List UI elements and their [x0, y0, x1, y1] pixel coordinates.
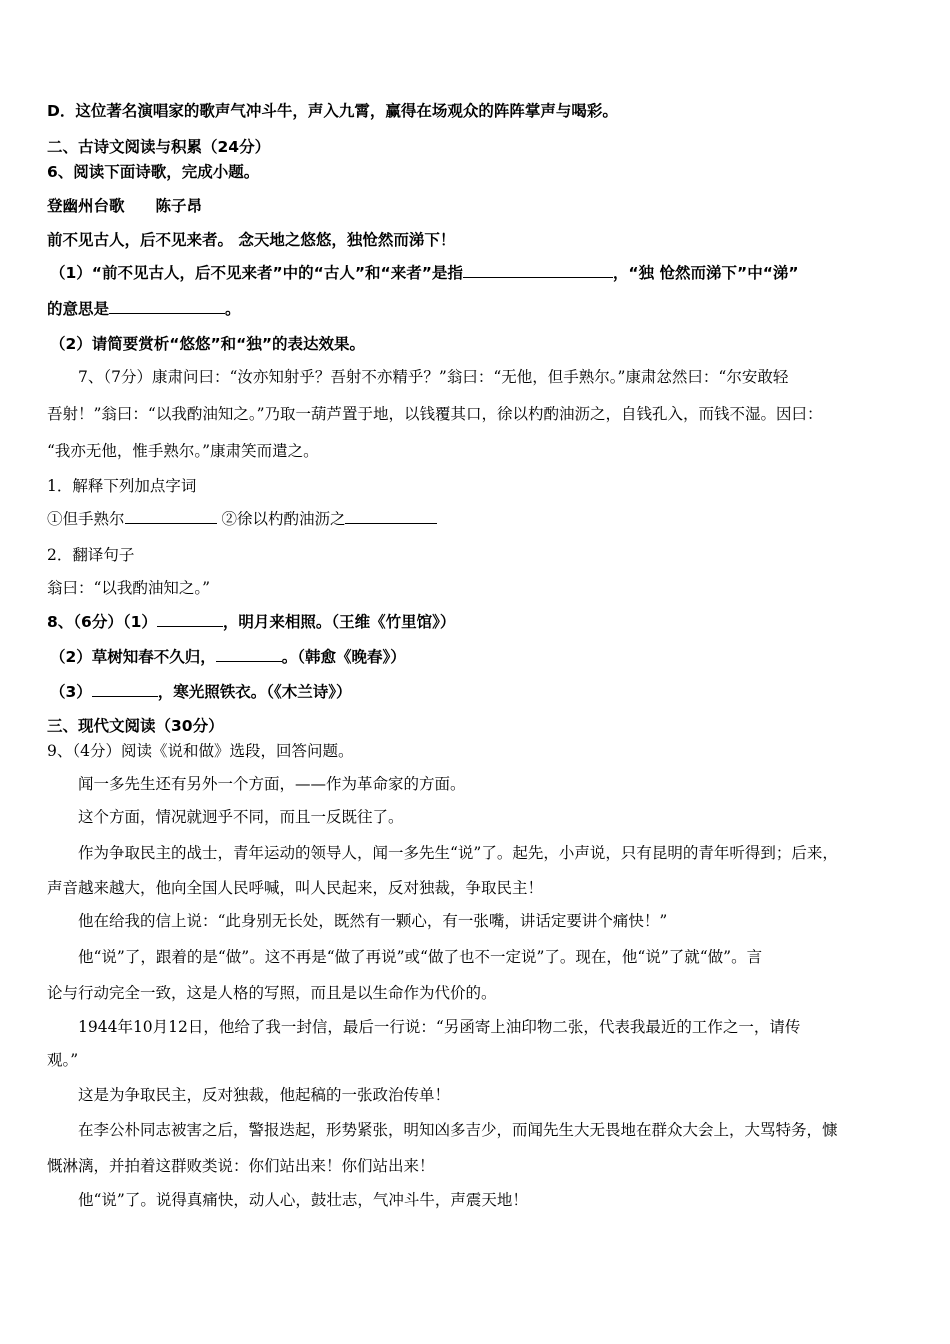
passage-9-para-1: 闻一多先生还有另外一个方面，——作为革命家的方面。 — [78, 775, 466, 793]
question-6-1-line-1 — [50, 262, 799, 284]
item-1-text: ①但手熟尔 — [47, 510, 125, 528]
sub-question-1: 1．解释下列加点字词 — [47, 477, 197, 495]
q6-1-text-d: 。 — [225, 300, 241, 318]
answer-blank-7[interactable] — [92, 682, 158, 697]
question-8-3 — [50, 681, 352, 703]
q8-3-prefix: （3） — [50, 683, 92, 701]
question-8-2 — [50, 646, 406, 668]
answer-blank-6[interactable] — [216, 647, 282, 662]
q6-1-text-a: （1）“前不见古人，后不见来者”中的“古人”和“来者”是指 — [50, 264, 463, 282]
q8-1-suffix: ，明月来相照。（王维《竹里馆》） — [222, 613, 456, 631]
question-6-1-line-2 — [47, 298, 241, 320]
passage-9-para-5-line-2: 论与行动完全一致，这是人格的写照，而且是以生命作为代价的。 — [47, 984, 497, 1002]
answer-blank-3[interactable] — [125, 509, 217, 524]
section-two-heading: 二、古诗文阅读与积累（24分） — [47, 138, 271, 156]
poem-body: 前不见古人，后不见来者。 念天地之悠悠，独怆然而涕下！ — [47, 230, 456, 249]
passage-7-line-3: “我亦无他，惟手熟尔。”康肃笑而遣之。 — [47, 442, 319, 460]
question-8-1 — [47, 611, 455, 633]
question-9-prompt: 9、（4分）阅读《说和做》选段，回答问题。 — [47, 742, 354, 760]
question-6-prompt: 6、阅读下面诗歌，完成小题。 — [47, 163, 260, 181]
section-three-heading: 三、现代文阅读（30分） — [47, 717, 224, 735]
passage-9-para-2: 这个方面，情况就迥乎不同，而且一反既往了。 — [78, 808, 404, 826]
poem-title: 登幽州台歌 陈子昂 — [47, 196, 203, 215]
passage-9-para-6-line-1: 1944年10月12日，他给了我一封信，最后一行说：“另函寄上油印物二张，代表我最近的工作之一，请传 — [78, 1018, 801, 1036]
answer-blank-4[interactable] — [345, 509, 437, 524]
sentence-to-translate: 翁曰：“以我酌油知之。” — [47, 579, 211, 597]
q6-1-text-c: 的意思是 — [47, 300, 110, 318]
answer-blank-2[interactable] — [109, 299, 225, 314]
item-2-text: ②徐以杓酌油沥之 — [216, 510, 346, 528]
question-6-2: （2）请简要赏析“悠悠”和“独”的表达效果。 — [50, 335, 366, 353]
passage-9-para-6-line-2: 观。” — [47, 1051, 79, 1069]
passage-9-para-8-line-1: 在李公朴同志被害之后，警报迭起，形势紧张，明知凶多吉少，而闻先生大无畏地在群众大会上，大骂特务，慷 — [78, 1121, 838, 1139]
passage-9-para-3-line-1: 作为争取民主的战士，青年运动的领导人，闻一多先生“说”了。起先，小声说，只有昆明的青年听得到；后来， — [78, 844, 838, 862]
q8-2-prefix: （2）草树知春不久归， — [50, 648, 216, 666]
passage-9-para-4: 他在给我的信上说：“此身别无长处，既然有一颗心，有一张嘴，讲话定要讲个痛快！” — [78, 912, 668, 930]
passage-9-para-7: 这是为争取民主，反对独裁，他起稿的一张政治传单！ — [78, 1086, 451, 1104]
q8-1-prefix: 8、（6分）（1） — [47, 613, 157, 631]
passage-7-line-2: 吾射！”翁曰：“以我酌油知之。”乃取一葫芦置于地，以钱覆其口，徐以杓酌油沥之，自钱孔入，而钱不湿。因曰： — [47, 405, 823, 423]
sub-question-1-items — [47, 508, 437, 530]
q8-3-suffix: ，寒光照铁衣。（《木兰诗》） — [157, 683, 352, 701]
passage-7-line-1: 7、（7分）康肃问曰：“汝亦知射乎？吾射不亦精乎？”翁曰：“无他，但手熟尔。”康肃忿然曰：“尔安敢轻 — [78, 368, 789, 386]
q6-1-text-b: ，“独 怆然而涕下”中“涕” — [612, 264, 799, 282]
passage-9-para-9: 他“说”了。说得真痛快，动人心，鼓壮志，气冲斗牛，声震天地！ — [78, 1191, 528, 1209]
q8-2-suffix: 。（韩愈《晚春》） — [281, 648, 406, 666]
passage-9-para-8-line-2: 慨淋漓，并拍着这群败类说：你们站出来！你们站出来！ — [47, 1157, 435, 1175]
passage-9-para-3-line-2: 声音越来越大，他向全国人民呼喊，叫人民起来，反对独裁，争取民主！ — [47, 879, 544, 897]
answer-blank-5[interactable] — [157, 612, 223, 627]
sub-question-2: 2．翻译句子 — [47, 546, 135, 564]
passage-9-para-5-line-1: 他“说”了，跟着的是“做”。这不再是“做了再说”或“做了也不一定说”了。现在，他“说”了就“做”。言 — [78, 948, 763, 966]
option-d-line: D．这位著名演唱家的歌声气冲斗牛，声入九霄，赢得在场观众的阵阵掌声与喝彩。 — [47, 102, 618, 120]
answer-blank-1[interactable] — [463, 263, 613, 278]
